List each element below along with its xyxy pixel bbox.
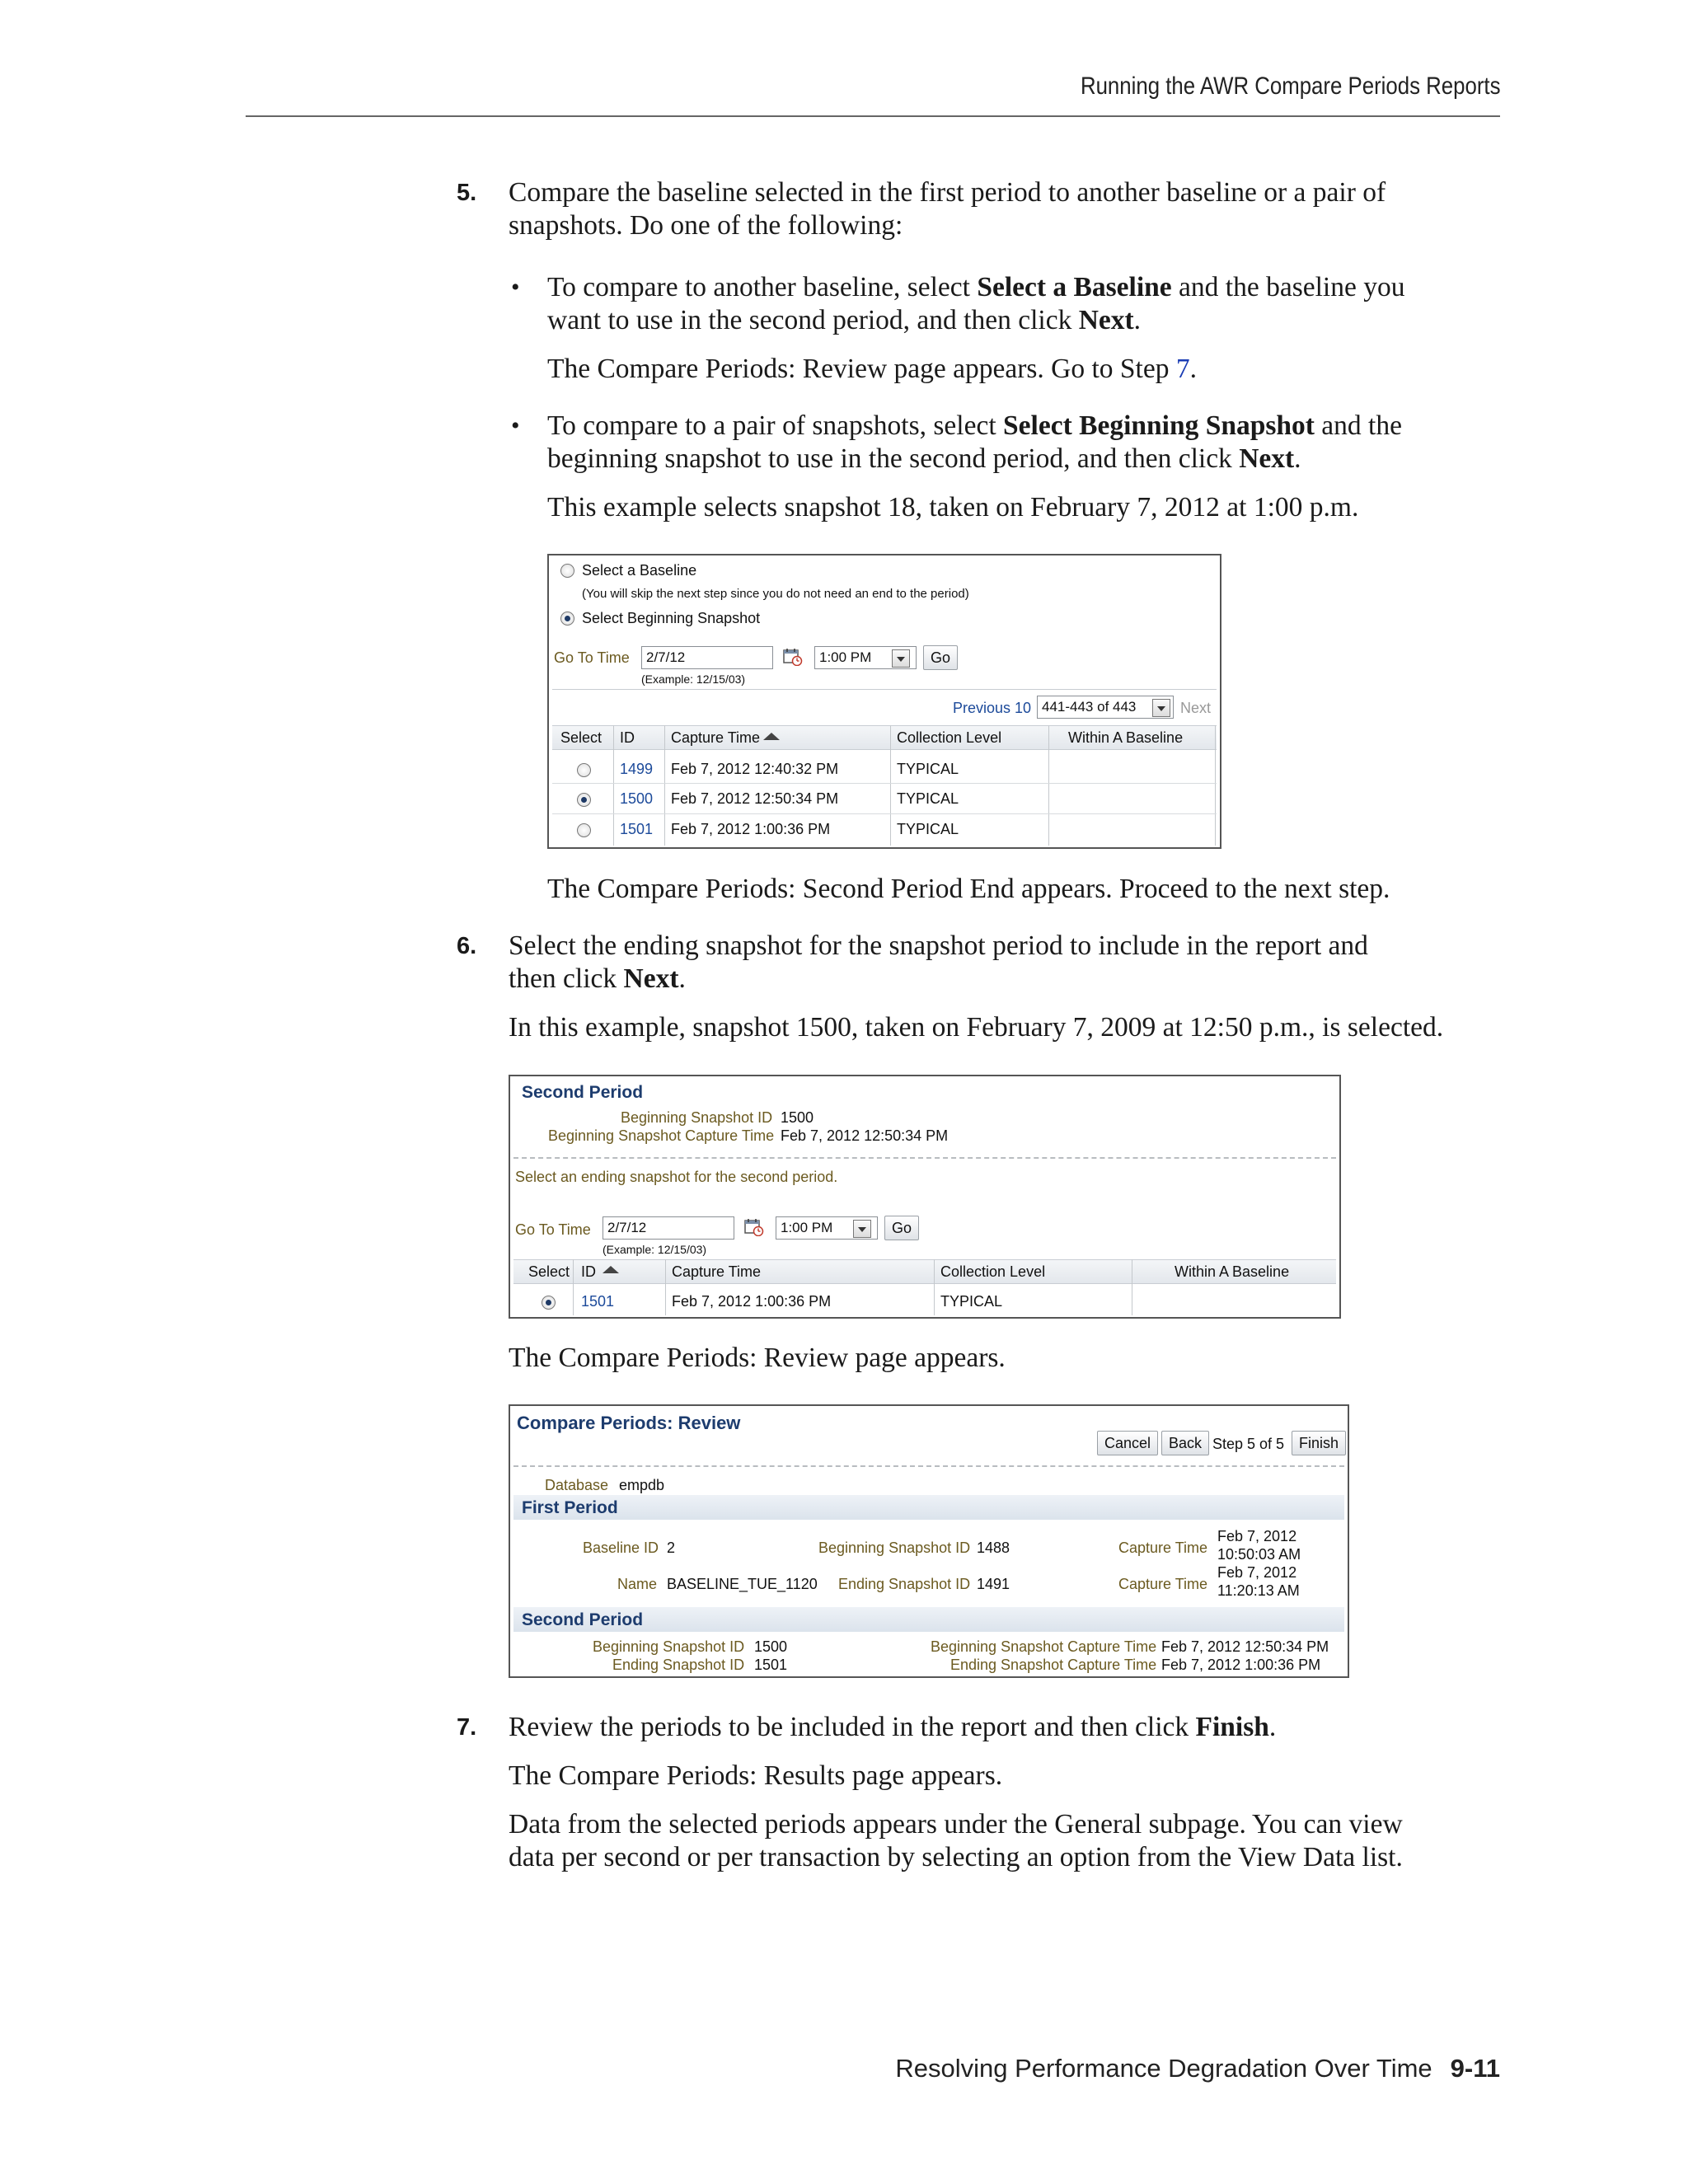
go-button[interactable]: Go xyxy=(884,1216,919,1240)
col-select: Select xyxy=(560,729,603,746)
range-select[interactable]: 441-443 of 443 xyxy=(1037,696,1174,719)
step-indicator: Step 5 of 5 xyxy=(1212,1436,1285,1452)
beginning-snapshot-id-value: 1500 xyxy=(781,1109,814,1126)
snapshot-id-link[interactable]: 1501 xyxy=(620,821,654,837)
bullet-2-marker: • xyxy=(511,412,520,439)
second-period-title: Second Period xyxy=(522,1610,644,1629)
row-1499-radio[interactable] xyxy=(577,763,591,777)
capture-time-cell: Feb 7, 2012 1:00:36 PM xyxy=(672,1293,832,1310)
snapshot-selection-panel xyxy=(547,554,1221,849)
capture-time-label-1: Capture Time xyxy=(1118,1540,1208,1556)
section-divider xyxy=(513,1157,1336,1159)
footer-title: Resolving Performance Degradation Over Time xyxy=(895,2054,1432,2083)
col-id[interactable]: ID xyxy=(581,1263,596,1280)
database-label: Database xyxy=(545,1477,609,1493)
row-divider xyxy=(552,813,1217,814)
snapshot-id-link[interactable]: 1499 xyxy=(620,761,654,777)
col-divider xyxy=(890,725,891,846)
capture-time-2-date: Feb 7, 2012 xyxy=(1217,1564,1297,1581)
step-7-link[interactable]: 7 xyxy=(1175,354,1190,384)
bullet-2-note: This example selects snapshot 18, taken on February 7, 2012 at 1:00 p.m. xyxy=(547,492,1359,523)
beginning-snapshot-id-label: Beginning Snapshot ID xyxy=(621,1109,773,1126)
time-select[interactable]: 1:00 PM xyxy=(776,1216,878,1240)
col-collection-level: Collection Level xyxy=(897,729,1002,746)
second-period-title: Second Period xyxy=(522,1083,644,1102)
collection-level-cell: TYPICAL xyxy=(940,1293,1003,1310)
name-label: Name xyxy=(617,1576,658,1592)
col-collection-level: Collection Level xyxy=(940,1263,1046,1280)
col-within-baseline: Within A Baseline xyxy=(1175,1263,1290,1280)
bullet-2-line-1: To compare to a pair of snapshots, select Select Beginning Snapshot and the xyxy=(547,410,1402,441)
baseline-id-value: 2 xyxy=(667,1540,676,1556)
capture-time-label-2: Capture Time xyxy=(1118,1576,1208,1592)
second-period-panel xyxy=(509,1075,1341,1319)
sp-beginning-snapshot-label: Beginning Snapshot ID xyxy=(593,1638,745,1655)
bullet-2-line-2: beginning snapshot to use in the second period, and then click Next. xyxy=(547,443,1301,474)
col-divider xyxy=(613,725,614,846)
capture-time-cell: Feb 7, 2012 12:50:34 PM xyxy=(671,790,839,807)
col-divider xyxy=(1048,725,1049,846)
calendar-icon[interactable] xyxy=(744,1218,764,1236)
col-divider xyxy=(1215,725,1216,846)
next-link-disabled: Next xyxy=(1180,700,1212,716)
back-button[interactable]: Back xyxy=(1161,1431,1209,1455)
pager-divider xyxy=(552,689,1217,690)
sort-ascending-icon[interactable] xyxy=(763,733,780,740)
step-6-line-1: Select the ending snapshot for the snapshot period to include in the report and xyxy=(509,930,1368,961)
step-5-after: The Compare Periods: Second Period End appears. Proceed to the next step. xyxy=(547,874,1390,904)
page-footer xyxy=(895,2054,1500,2083)
date-example: (Example: 12/15/03) xyxy=(603,1243,707,1256)
bullet-1-line-2: want to use in the second period, and then click Next. xyxy=(547,305,1142,335)
fp-beginning-snapshot-value: 1488 xyxy=(977,1540,1010,1556)
col-divider xyxy=(665,1259,666,1315)
select-baseline-label: Select a Baseline xyxy=(582,562,697,579)
step-5-line-2: snapshots. Do one of the following: xyxy=(509,210,903,241)
section-divider xyxy=(513,1465,1344,1467)
date-input[interactable]: 2/7/12 xyxy=(603,1216,734,1240)
collection-level-cell: TYPICAL xyxy=(897,761,959,777)
row-1501-radio[interactable] xyxy=(542,1296,556,1310)
step-7-para-line-1: Data from the selected periods appears under the General subpage. You can view xyxy=(509,1809,1403,1840)
bullet-1-note: The Compare Periods: Review page appears. Go to Step 7. xyxy=(547,354,1197,384)
time-dropdown-icon[interactable] xyxy=(853,1220,871,1238)
compare-periods-review-panel xyxy=(509,1404,1349,1678)
col-divider xyxy=(664,725,665,846)
fp-ending-snapshot-value: 1491 xyxy=(977,1576,1010,1592)
step-6-line-2: then click Next. xyxy=(509,963,686,994)
step-7-line-1: Review the periods to be included in the report and then click Finish. xyxy=(509,1712,1277,1742)
row-1501-radio[interactable] xyxy=(577,823,591,837)
skip-note: (You will skip the next step since you do not need an end to the period) xyxy=(582,587,969,601)
sp-beginning-snapshot-value: 1500 xyxy=(754,1638,788,1655)
review-title: Compare Periods: Review xyxy=(517,1413,741,1433)
select-beginning-snapshot-radio[interactable] xyxy=(560,612,574,626)
step-6-note: In this example, snapshot 1500, taken on February 7, 2009 at 12:50 p.m., is selected. xyxy=(509,1012,1444,1043)
beginning-capture-time-label: Beginning Snapshot Capture Time xyxy=(548,1127,775,1144)
capture-time-cell: Feb 7, 2012 1:00:36 PM xyxy=(671,821,831,837)
sp-ending-snapshot-value: 1501 xyxy=(754,1657,788,1673)
time-select[interactable]: 1:00 PM xyxy=(814,646,917,669)
sp-beginning-capture-value: Feb 7, 2012 12:50:34 PM xyxy=(1161,1638,1329,1655)
step-6-number: 6. xyxy=(457,933,477,959)
fp-beginning-snapshot-label: Beginning Snapshot ID xyxy=(818,1540,971,1556)
collection-level-cell: TYPICAL xyxy=(897,790,959,807)
go-to-time-label: Go To Time xyxy=(515,1221,591,1238)
snapshot-id-link[interactable]: 1501 xyxy=(581,1293,615,1310)
go-to-time-label: Go To Time xyxy=(554,649,630,666)
step-7-para-line-2: data per second or per transaction by selecting an option from the View Data list. xyxy=(509,1842,1403,1872)
step-5-line-1: Compare the baseline selected in the first period to another baseline or a pair of xyxy=(509,177,1386,208)
header-rule xyxy=(246,115,1500,117)
col-capture-time[interactable]: Capture Time xyxy=(671,729,761,746)
capture-time-1-date: Feb 7, 2012 xyxy=(1217,1528,1297,1544)
col-id: ID xyxy=(620,729,635,746)
sp-beginning-capture-label: Beginning Snapshot Capture Time xyxy=(931,1638,1157,1655)
running-head: Running the AWR Compare Periods Reports xyxy=(1080,73,1500,100)
sort-ascending-icon[interactable] xyxy=(603,1266,619,1273)
row-1500-radio[interactable] xyxy=(577,793,591,807)
capture-time-cell: Feb 7, 2012 12:40:32 PM xyxy=(671,761,839,777)
col-capture-time: Capture Time xyxy=(672,1263,762,1280)
fp-ending-snapshot-label: Ending Snapshot ID xyxy=(838,1576,971,1592)
time-dropdown-icon[interactable] xyxy=(892,649,910,668)
capture-time-1-time: 10:50:03 AM xyxy=(1217,1546,1301,1563)
capture-time-2-time: 11:20:13 AM xyxy=(1217,1582,1300,1599)
calendar-icon[interactable] xyxy=(783,648,803,666)
baseline-id-label: Baseline ID xyxy=(583,1540,659,1556)
step-7-number: 7. xyxy=(457,1714,477,1741)
row-divider xyxy=(552,783,1217,784)
ending-snapshot-instruction: Select an ending snapshot for the second period. xyxy=(515,1169,838,1185)
step-6-after: The Compare Periods: Review page appears. xyxy=(509,1343,1006,1373)
database-value: empdb xyxy=(619,1477,665,1493)
sp-ending-capture-label: Ending Snapshot Capture Time xyxy=(950,1657,1157,1673)
beginning-capture-time-value: Feb 7, 2012 12:50:34 PM xyxy=(781,1127,949,1144)
select-beginning-snapshot-label: Select Beginning Snapshot xyxy=(582,610,761,626)
date-example: (Example: 12/15/03) xyxy=(641,673,746,686)
col-divider xyxy=(934,1259,935,1315)
snapshot-id-link[interactable]: 1500 xyxy=(620,790,654,807)
page-number: 9-11 xyxy=(1450,2054,1500,2083)
step-5-number: 5. xyxy=(457,180,477,206)
col-select: Select xyxy=(528,1263,570,1280)
bullet-1-marker: • xyxy=(511,274,520,301)
cancel-button[interactable]: Cancel xyxy=(1097,1431,1158,1455)
date-input[interactable]: 2/7/12 xyxy=(641,646,773,669)
first-period-band xyxy=(513,1495,1344,1520)
name-value: BASELINE_TUE_1120 xyxy=(667,1576,818,1592)
sp-ending-capture-value: Feb 7, 2012 1:00:36 PM xyxy=(1161,1657,1321,1673)
step-7-note: The Compare Periods: Results page appears. xyxy=(509,1760,1003,1791)
bullet-1-line-1: To compare to another baseline, select Select a Baseline and the baseline you xyxy=(547,272,1405,302)
select-baseline-radio[interactable] xyxy=(560,564,574,578)
go-button[interactable]: Go xyxy=(923,645,958,670)
first-period-title: First Period xyxy=(522,1498,618,1517)
sp-ending-snapshot-label: Ending Snapshot ID xyxy=(612,1657,745,1673)
previous-10-link[interactable]: Previous 10 xyxy=(953,700,1032,716)
collection-level-cell: TYPICAL xyxy=(897,821,959,837)
range-dropdown-icon[interactable] xyxy=(1152,699,1170,717)
col-divider xyxy=(573,1259,574,1315)
col-within-baseline: Within A Baseline xyxy=(1068,729,1184,746)
finish-button[interactable]: Finish xyxy=(1292,1431,1346,1455)
